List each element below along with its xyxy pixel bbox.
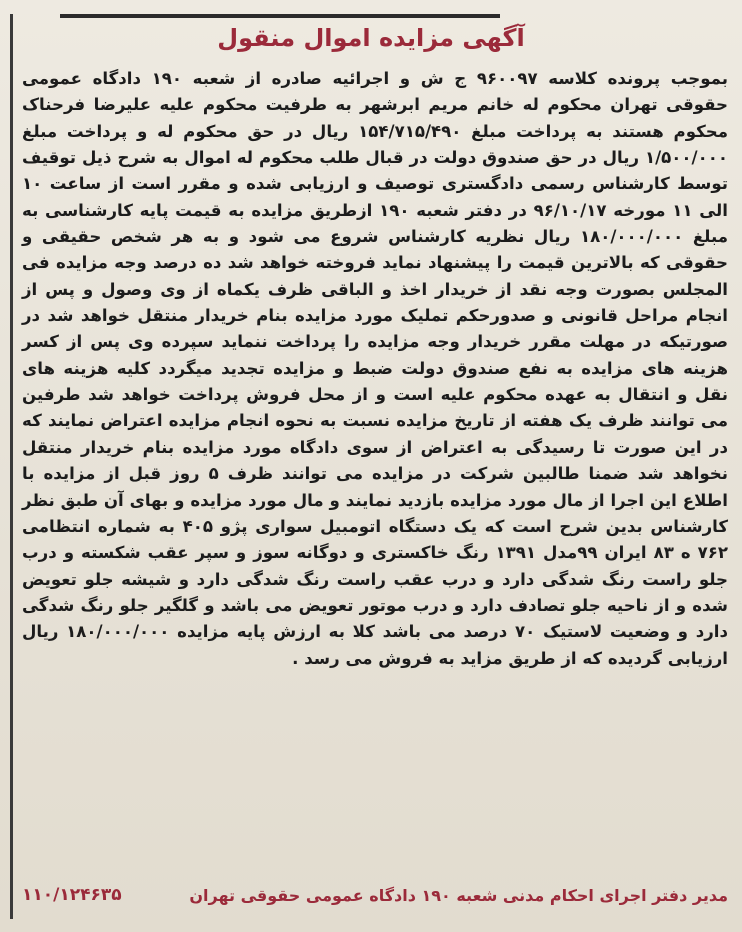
notice-title: آگهی مزایده اموال منقول	[217, 24, 525, 52]
notice-footer	[22, 880, 728, 910]
top-rule	[60, 14, 500, 18]
notice-body: بموجب پرونده کلاسه ۹۶۰۰۹۷ ج ش و اجرائیه صادره از شعبه ۱۹۰ دادگاه عمومی حقوقی تهران محکوم له خانم مریم ابرشهر به طرفیت محکوم علیه علیرضا فرحناک محکوم هستند به پرداخت مبلغ ۱۵۴/۷۱۵/۴۹۰ ریال در حق محکوم له و پرداخت مبلغ ۱/۵۰۰/۰۰۰ ریال در حق صندوق دولت در قبال طلب محکوم له اموال به شرح ذیل توقیف توسط کارشناس رسمی دادگستری توصیف و ارزیابی شده و مقرر است از ساعت ۱۰ الی ۱۱ مورخه ۹۶/۱۰/۱۷ در دفتر شعبه ۱۹۰ ازطریق مزایده به قیمت پایه کارشناسی به مبلغ ۱۸۰/۰۰۰/۰۰۰ ریال نظریه کارشناس شروع می شود و به هر شخص حقیقی و حقوقی که بالاترین قیمت را پیشنهاد نماید فروخته خواهد شد ده درصد وجه مزایده فی المجلس بصورت وجه نقد از خریدار اخذ و الباقی ظرف یکماه از وی وصول و پس از انجام مراحل قانونی و صدورحکم تملیک مورد مزایده بنام خریدار منتقل خواهد شد در صورتیکه در مهلت مقرر خریدار وجه مزایده را پرداخت ننماید سپرده وی پس از کسر هزینه های مزایده به نفع صندوق دولت ضبط و مزایده تجدید میگردد کلیه هزینه های نقل و انتقال به عهده محکوم علیه است و از محل فروش پرداخت خواهد شد طرفین می توانند ظرف یک هفته از تاریخ مزایده نسبت به نحوه انجام مزایده اعتراض نمایند که در این صورت تا رسیدگی به اعتراض از سوی دادگاه مورد مزایده بنام خریدار منتقل نخواهد شد ضمنا طالبین شرکت در مزایده می توانند ظرف ۵ روز قبل از مزایده با اطلاع این اجرا از مال مورد مزایده بازدید نمایند و مال مورد مزایده و بهای آن طبق نظر کارشناس بدین شرح است که یک دستگاه اتومبیل سواری پژو ۴۰۵ به شماره انتظامی ۷۶۲ ه ۸۳ ایران ۹۹مدل ۱۳۹۱ رنگ خاکستری و دوگانه سوز و سپر عقب شکسته و درب جلو راست رنگ شدگی دارد و درب عقب راست رنگ شدگی دارد و شیشه جلو تعویض شده و از ناحیه جلو تصادف دارد و درب موتور تعویض می باشد و گلگیر جلو رنگ شدگی دارد و وضعیت لاستیک ۷۰ درصد می باشد کلا به ارزش پایه مزایده ۱۸۰/۰۰۰/۰۰۰ ریال ارزیابی گردیده که از طریق مزاید به فروش می رسد .	[22, 69, 729, 668]
left-border-rule	[10, 14, 13, 919]
signer-line: مدیر دفتر اجرای احکام مدنی شعبه ۱۹۰ دادگاه عمومی حقوقی تهران	[189, 885, 728, 905]
notice-code: ۱۱۰/۱۲۴۶۳۵	[22, 885, 122, 905]
